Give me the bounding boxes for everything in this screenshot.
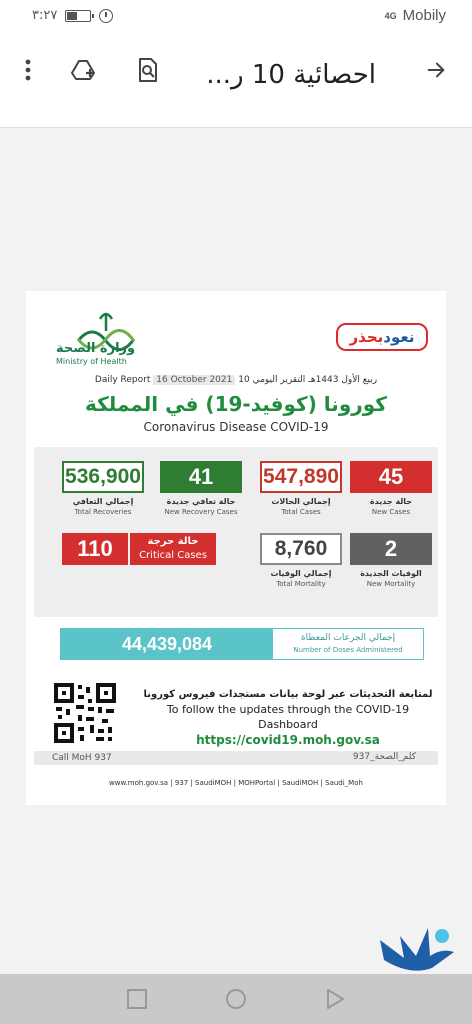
doses-label: [273, 629, 423, 659]
app-bar: [0, 34, 472, 128]
total-mortality-label-ar: إجمالي الوفيات: [270, 569, 332, 578]
new-mortality-value: 2: [350, 533, 432, 565]
new-recovery-label: [156, 497, 246, 517]
square-nav-icon[interactable]: [124, 986, 150, 1012]
total-mortality-label-en: Total Mortality: [276, 580, 326, 588]
doses-box: [60, 628, 424, 660]
moh-name-ar: وزارة الصحة: [56, 341, 136, 356]
qr-code-icon: [54, 683, 116, 743]
total-recoveries-label-en: Total Recoveries: [74, 508, 132, 516]
new-cases-value: 45: [350, 461, 432, 493]
call-en: Call MoH 937: [52, 753, 112, 763]
circle-nav-icon[interactable]: [223, 986, 249, 1012]
headline-en: Coronavirus Disease COVID-19: [143, 420, 329, 434]
moh-name-en: Ministry of Health: [56, 357, 127, 366]
network-indicator: 4G: [384, 10, 397, 21]
triangle-nav-icon[interactable]: [322, 986, 348, 1012]
page-title: احصائية 10 ر...: [206, 60, 376, 90]
alarm-icon: [99, 9, 113, 23]
carrier-name: Mobily: [402, 7, 446, 24]
critical-label-en: Critical Cases: [139, 550, 207, 561]
more-vert-icon[interactable]: [10, 52, 46, 88]
total-mortality-value: 8,760: [260, 533, 342, 565]
critical-cases-label: [130, 533, 216, 565]
follow-en: To follow the updates through the COVID-19 Dashboard: [166, 703, 410, 731]
add-to-drive-icon[interactable]: [66, 52, 102, 88]
new-cases-label: [346, 497, 436, 517]
dashboard-url: https://covid19.moh.gov.sa: [196, 733, 380, 747]
new-cases-label-ar: حالة جديدة: [369, 497, 413, 506]
new-recovery-label-en: New Recovery Cases: [164, 508, 238, 516]
total-mortality-label: [256, 569, 346, 589]
report-header: [26, 291, 446, 371]
new-mortality-label-ar: الوفيات الجديدة: [360, 569, 422, 578]
critical-cases-value: 110: [62, 533, 128, 565]
doses-label-en: Number of Doses Administered: [293, 646, 403, 654]
system-nav-bar: [0, 974, 472, 1024]
carrier-area: [385, 7, 446, 24]
status-left: [32, 8, 113, 23]
find-in-page-icon[interactable]: [130, 52, 166, 88]
new-recovery-value: 41: [160, 461, 242, 493]
report-label-ar: التقرير اليومي: [252, 375, 306, 385]
call-ar: كلم_الصحة_937: [352, 752, 416, 762]
report-hijri: 10 ربيع الأول 1443هـ: [238, 375, 378, 385]
call-bar: [34, 751, 438, 765]
socials-line: www.moh.gov.sa | 937 | SaudiMOH | MOHPortal | SaudiMOH | Saudi_Moh: [109, 779, 363, 787]
total-recoveries-label-ar: إجمالي التعافي: [72, 497, 134, 506]
total-cases-label: [256, 497, 346, 517]
campaign-word-2: بحذر: [349, 328, 384, 346]
new-recovery-label-ar: حالة تعافي جديدة: [166, 497, 236, 506]
campaign-word-1: نعود: [383, 328, 415, 346]
total-cases-label-ar: إجمالي الحالات: [271, 497, 331, 506]
critical-label-ar: حالة حرجة: [147, 536, 199, 547]
stats-panel: [34, 447, 438, 617]
new-cases-label-en: New Cases: [371, 508, 411, 516]
total-recoveries-value: 536,900: [62, 461, 144, 493]
battery-icon: [65, 10, 91, 22]
total-cases-value: 547,890: [260, 461, 342, 493]
report-line: [26, 375, 446, 385]
status-bar: [0, 0, 472, 34]
campaign-logo: [336, 323, 428, 351]
doses-label-ar: إجمالي الجرعات المعطاة: [300, 633, 396, 643]
follow-ar: لمتابعة التحديثات عبر لوحة بيانات مستجدات فيروس كورونا: [143, 689, 433, 700]
new-mortality-label: [346, 569, 436, 589]
doses-value: 44,439,084: [61, 629, 273, 659]
report-image: [26, 291, 446, 805]
clock: ٣:٢٧: [32, 8, 58, 23]
report-date: 16 October 2021: [153, 375, 235, 385]
total-cases-label-en: Total Cases: [281, 508, 321, 516]
follow-text: [138, 687, 438, 748]
headline-ar: كورونا (كوفيد-19) في المملكة: [85, 392, 387, 416]
total-recoveries-label: [58, 497, 148, 517]
report-label-en: Daily Report: [94, 375, 151, 385]
new-mortality-label-en: New Mortality: [366, 580, 416, 588]
back-arrow-icon[interactable]: [418, 52, 454, 88]
